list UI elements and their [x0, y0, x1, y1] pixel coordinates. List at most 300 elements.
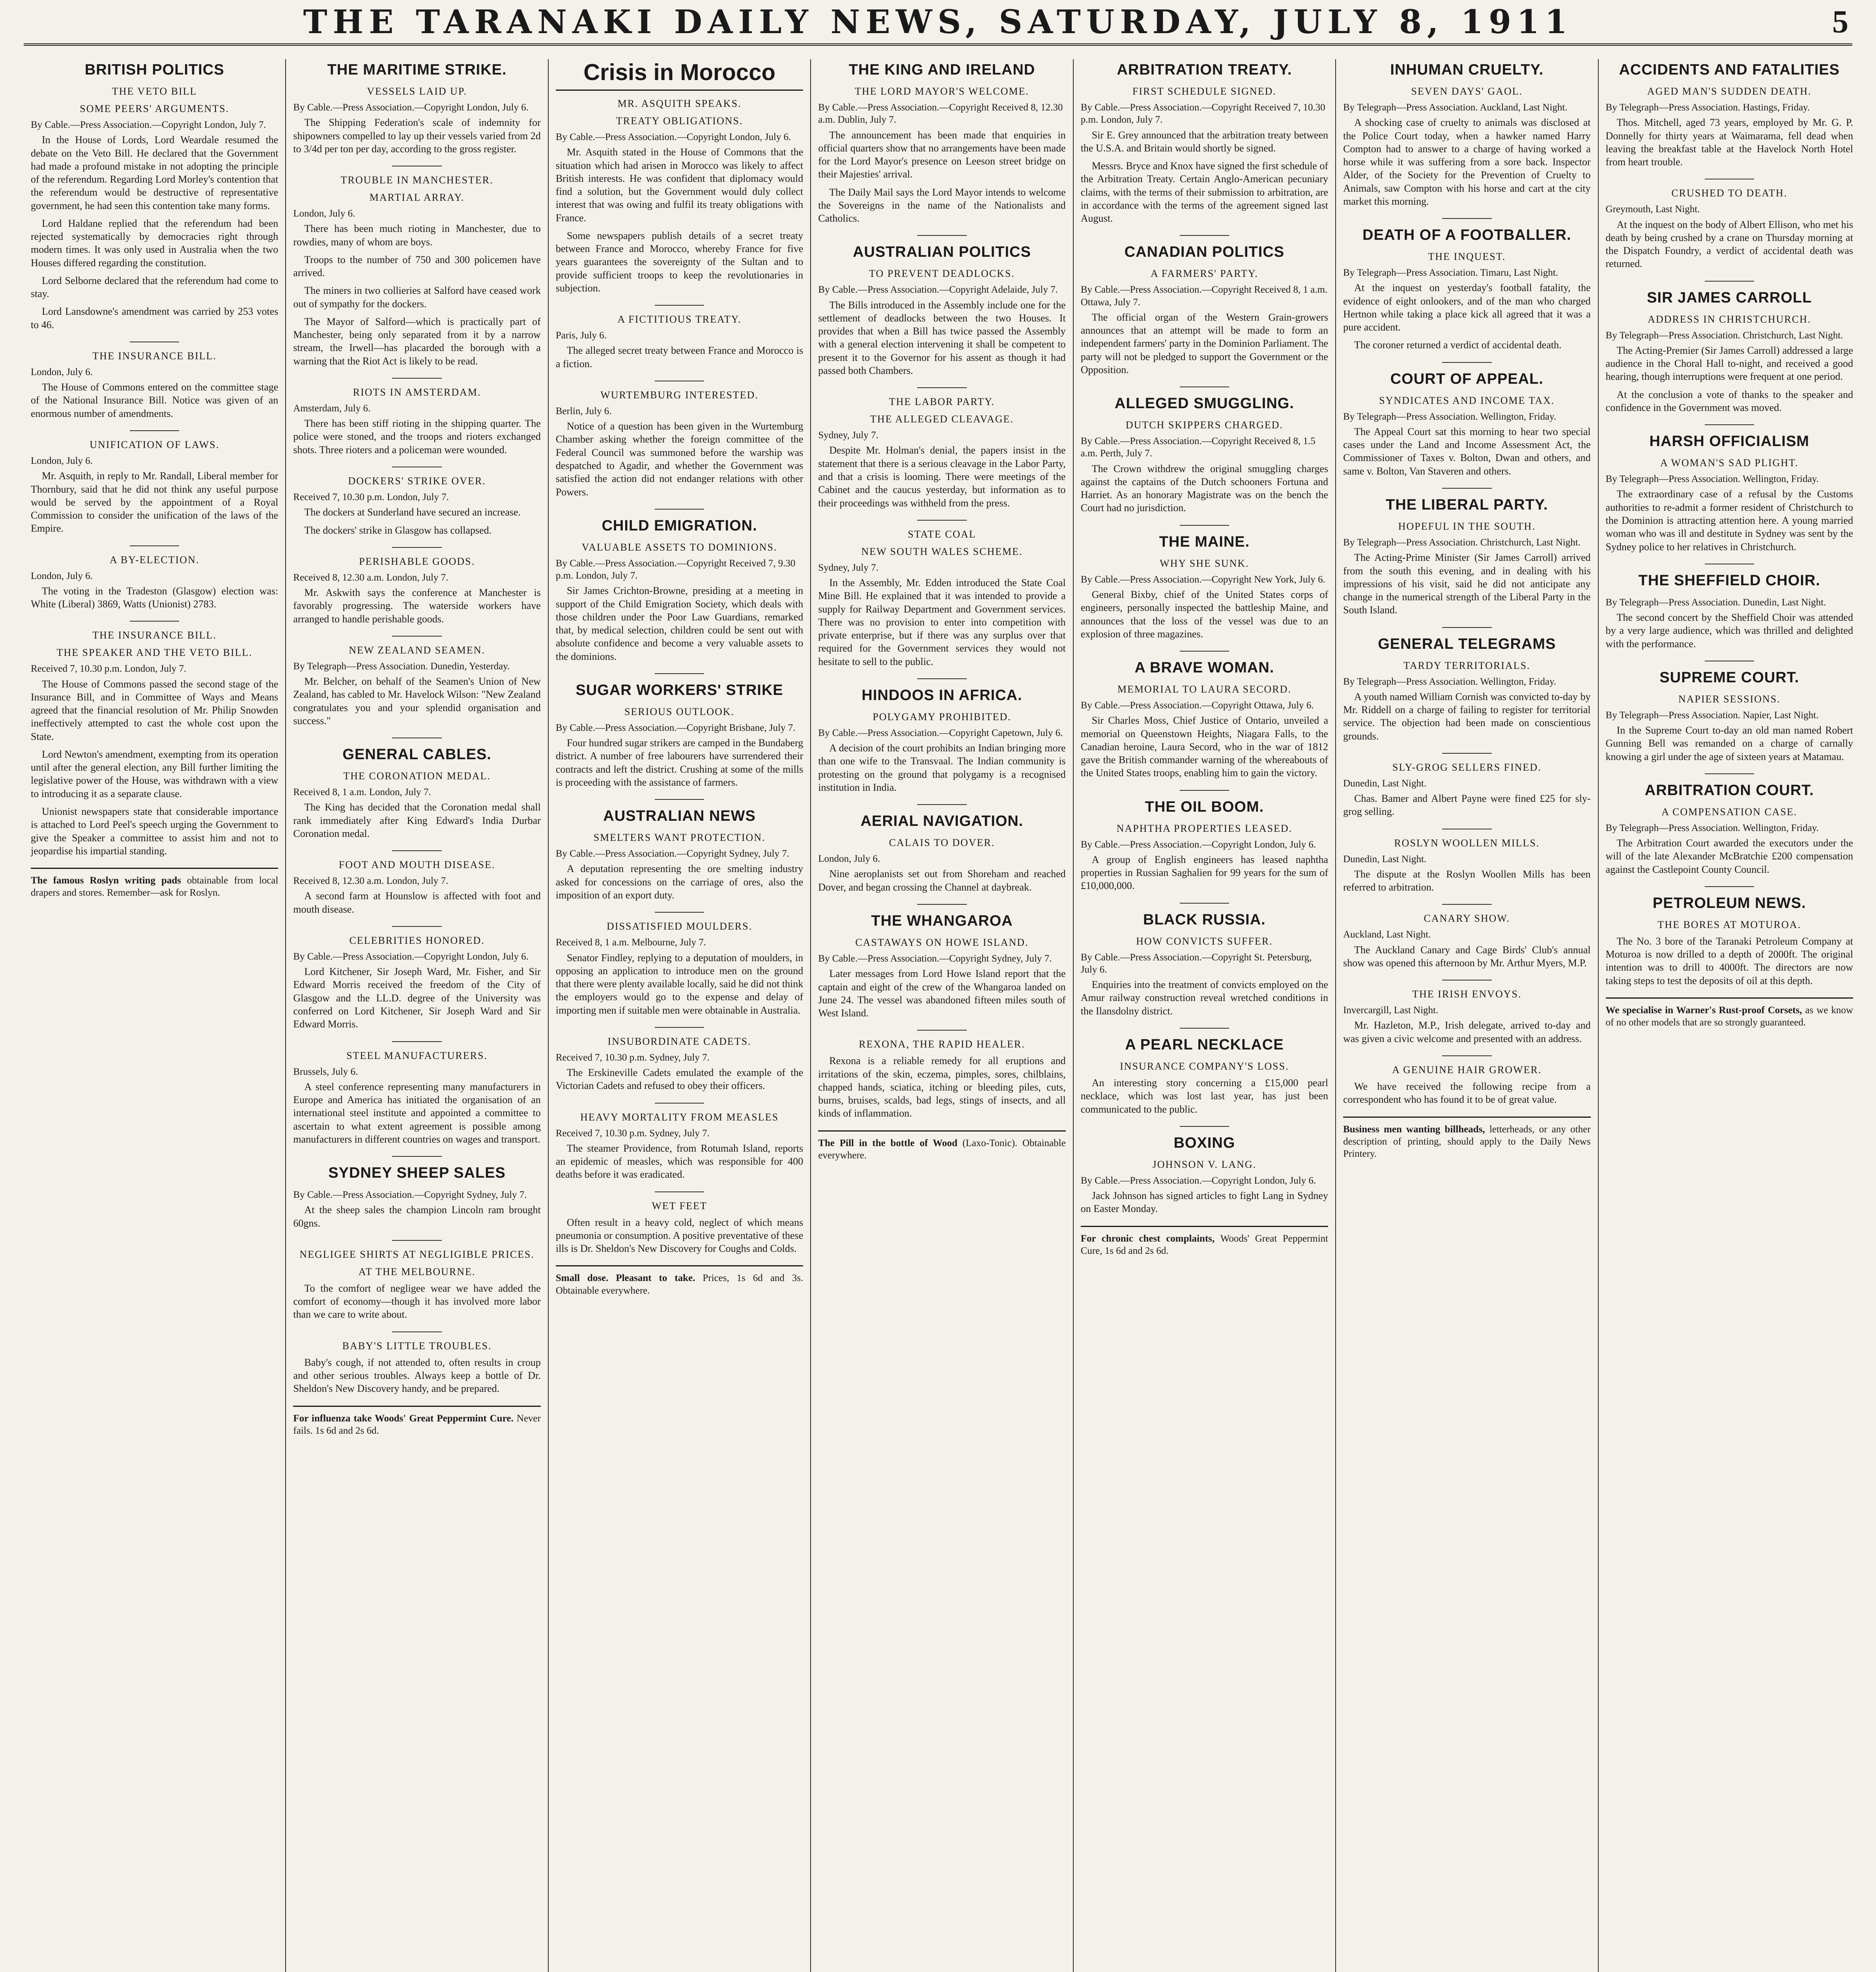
article — [293, 1165, 540, 1230]
article — [818, 396, 1065, 510]
newspaper-title: THE TARANAKI DAILY NEWS, SATURDAY, JULY 8, 1911 — [303, 3, 1573, 41]
article-headline: A PEARL NECKLACE — [1125, 1036, 1284, 1053]
advertisement — [1343, 1123, 1590, 1160]
article-subhead: A COMPENSATION CASE. — [1661, 806, 1798, 818]
article-subhead: THE CORONATION MEDAL. — [343, 770, 491, 782]
article — [818, 687, 1065, 794]
article-divider — [392, 850, 441, 851]
article-divider — [392, 1156, 441, 1157]
article-paragraph: Later messages from Lord Howe Island report that the captain and eight of the crew of the Whangaroa landed on June 24. The vessel was abandoned fifteen miles south of West Island. — [818, 968, 1066, 1019]
article-paragraph: There has been stiff rioting in the shipping quarter. The police were stoned, and the troops and rioters exchanged shots. Three rioters and a policeman were wounded. — [293, 418, 541, 456]
article-dateline: Received 8, 12.30 a.m. London, July 7. — [293, 876, 448, 887]
article-dateline: Invercargill, Last Night. — [1343, 1005, 1439, 1016]
article-dateline: Dunedin, Last Night. — [1343, 778, 1427, 789]
article-dateline: By Telegraph—Press Association. Timaru, Last Night. — [1343, 267, 1558, 278]
article-paragraph: Thos. Mitchell, aged 73 years, employed by Mr. G. P. Donnelly for thirty years at Waimarama, fell dead when leaving the breakfast table at the Havelock North Hotel from heart trouble. — [1605, 117, 1853, 168]
article-dateline: Received 7, 10.30 p.m. London, July 7. — [293, 492, 449, 502]
news-column — [285, 59, 547, 1972]
advert-divider — [556, 1265, 803, 1266]
article-subhead: SMELTERS WANT PROTECTION. — [593, 832, 766, 844]
article — [556, 921, 803, 1017]
article-paragraph: A decision of the court prohibits an Indian bringing more than one wife to the Transvaal. The Indian community is protesting on the ground that polygamy is a recognised institution in India. — [818, 742, 1066, 793]
article-divider — [917, 904, 966, 905]
article-subhead: JOHNSON V. LANG. — [1152, 1158, 1257, 1170]
article — [1343, 371, 1590, 478]
article — [556, 808, 803, 902]
article-paragraph: The Bills introduced in the Assembly include one for the settlement of deadlocks between the two Houses. It provides that when a Bill has twice passed the Assembly with a general election intervening it shall be competent to present it to the Governor for his assent as though it had passed both Chambers. — [818, 299, 1066, 376]
article-divider — [1705, 773, 1754, 774]
article — [556, 517, 803, 663]
article-subhead: AT THE MELBOURNE. — [358, 1266, 476, 1277]
article-paragraph: Baby's cough, if not attended to, often results in croup and other serious troubles. Always keep a bottle of Dr. Sheldon's New Discovery handy, and be prepared. — [293, 1356, 541, 1395]
article-subhead: NAPHTHA PROPERTIES LEASED. — [1116, 822, 1293, 834]
article-paragraph: At the inquest on the body of Albert Ellison, who met his death by being crushed by a crane on Thursday morning at the Dispatch Foundry, a verdict of accidental death was returned. — [1605, 218, 1853, 270]
article-subhead: ROSLYN WOOLLEN MILLS. — [1394, 837, 1540, 849]
article-paragraph: Often result in a heavy cold, neglect of which means pneumonia or consumption. A positive preventative of these ills is Dr. Sheldon's New Discovery for Coughs and Colds. — [555, 1216, 803, 1255]
article-dateline: London, July 6. — [31, 456, 93, 467]
article-paragraph: Troops to the number of 750 and 300 policemen have arrived. — [293, 254, 541, 279]
article — [556, 314, 803, 370]
article-dateline: Received 7, 10.30 p.m. Sydney, July 7. — [555, 1128, 710, 1139]
article-paragraph: The Acting-Prime Minister (Sir James Carroll) arrived from the south this evening, and in dealing with his impressions of his visit, said he did not anticipate any change in the numerical strength of the Liberal Party in the South Island. — [1343, 552, 1591, 616]
article — [1081, 799, 1328, 893]
article-paragraph: A deputation representing the ore smelting industry asked for concessions on the carriage of ores, also the imposition of an export duty. — [555, 863, 803, 901]
article-subhead: MEMORIAL TO LAURA SECORD. — [1117, 683, 1291, 695]
article-divider — [130, 430, 179, 431]
article — [31, 62, 278, 331]
article-paragraph: The coroner returned a verdict of accidental death. — [1354, 339, 1562, 351]
article-subhead: WURTEMBURG INTERESTED. — [600, 389, 759, 401]
article-divider — [1705, 281, 1754, 282]
article-divider — [392, 1331, 441, 1332]
article-paragraph: Mr. Asquith stated in the House of Commons that the situation which had arisen in Morocco was likely to affect British interests. He was confident that diplomacy would find a solution, but the Government would duly collect interest that was owing and fulfil its treaty obligations with France. — [555, 146, 803, 224]
advertisement — [1606, 1004, 1853, 1029]
article-headline: THE MARITIME STRIKE. — [327, 62, 507, 78]
article-paragraph: The Daily Mail says the Lord Mayor intends to welcome the Sovereigns in the name of the Nationalists and Catholics. — [818, 186, 1066, 224]
article-dateline: Received 8, 1 a.m. London, July 7. — [293, 787, 431, 798]
article-subhead: NEW ZEALAND SEAMEN. — [349, 644, 486, 656]
article-dateline: By Telegraph—Press Association. Dunedin, Last Night. — [1605, 597, 1826, 608]
article — [293, 1050, 540, 1146]
article-headline: AUSTRALIAN NEWS — [603, 808, 756, 825]
article-headline: COURT OF APPEAL. — [1390, 370, 1543, 387]
article-paragraph: A second farm at Hounslow is affected with foot and mouth disease. — [293, 890, 541, 915]
article-paragraph: In the Assembly, Mr. Edden introduced the State Coal Mine Bill. He explained that it was intended to provide a supply for Railway Department and Government services. There was no provision to enter into competition with private enterprise, but if there was any surplus over that required for the Government services they would not hesitate to sell to the public. — [818, 577, 1066, 667]
article-divider — [655, 305, 704, 306]
article-headline: THE OIL BOOM. — [1145, 798, 1264, 815]
article-divider — [1442, 1055, 1491, 1056]
article-subhead: RIOTS IN AMSTERDAM. — [353, 386, 481, 398]
article — [818, 528, 1065, 668]
article-subhead: TO PREVENT DEADLOCKS. — [869, 268, 1015, 280]
article-paragraph: The dockers' strike in Glasgow has collapsed. — [304, 524, 492, 536]
article-paragraph: The dispute at the Roslyn Woollen Mills has been referred to arbitration. — [1343, 868, 1591, 893]
advert-text: as we know of no other models that are so strongly guaranteed. — [1605, 1005, 1853, 1028]
article-paragraph: In the House of Lords, Lord Weardale resumed the debate on the Veto Bill. He declared that the Government had made a profound mistake in not adopting the principle of the referendum. Regarding Lord Morley's contention that the referendum would be destructive of representative government, he had seen this contention take many forms. — [31, 134, 278, 211]
article — [1606, 572, 1853, 650]
article-paragraph: The No. 3 bore of the Taranaki Petroleum Company at Moturoa is now drilled to a depth of 2000ft. The original intention was to drill to 4000ft. The directors are now taking steps to test the deposits of oil at this depth. — [1605, 935, 1853, 986]
article-subhead: A GENUINE HAIR GROWER. — [1392, 1064, 1542, 1076]
article-subhead: TREATY OBLIGATIONS. — [616, 115, 743, 127]
article — [293, 1249, 540, 1321]
article-dateline: By Cable.—Press Association.—Copyright Sydney, July 7. — [555, 848, 789, 859]
article-headline: THE MAINE. — [1159, 533, 1250, 550]
article-paragraph: Sir James Crichton-Browne, presiding at a meeting in support of the Child Emigration Society, which deals with those children under the Poor Law Guardians, remarked that, by medical selection, children could be sent out with absolute confidence and become a very valuable assets to the dominions. — [555, 585, 803, 662]
article-subhead: SYNDICATES AND INCOME TAX. — [1379, 394, 1555, 406]
article-headline: AUSTRALIAN POLITICS — [853, 244, 1031, 261]
article-subhead: AGED MAN'S SUDDEN DEATH. — [1647, 86, 1812, 97]
advert-divider — [31, 868, 278, 869]
article-paragraph: Lord Newton's amendment, exempting from its operation until after the general election, any Bill further limiting the legislative power of the House, was withdrawn with a view to introducing it as a separate clause. — [31, 748, 278, 799]
article-dateline: London, July 6. — [31, 570, 93, 581]
article — [293, 387, 540, 456]
advert-text: Never fails. 1s 6d and 2s 6d. — [293, 1413, 541, 1436]
article-headline: PETROLEUM NEWS. — [1652, 894, 1806, 911]
article-paragraph: An interesting story concerning a £15,000 pearl necklace, which was lost last year, has just been communicated to the public. — [1080, 1077, 1329, 1115]
article-subhead: THE INSURANCE BILL. — [92, 629, 217, 641]
article-divider — [1442, 904, 1491, 905]
article-subhead: ADDRESS IN CHRISTCHURCH. — [1648, 313, 1811, 325]
article-subhead: NEW SOUTH WALES SCHEME. — [861, 545, 1023, 557]
article-divider — [392, 547, 441, 548]
article-subhead: MARTIAL ARRAY. — [369, 192, 465, 204]
article-subhead: SOME PEERS' ARGUMENTS. — [80, 103, 230, 114]
article — [31, 439, 278, 535]
article-dateline: By Cable.—Press Association.—Copyright Sydney, July 7. — [818, 953, 1052, 964]
article-divider — [1180, 1126, 1229, 1127]
article-headline: ARBITRATION TREATY. — [1117, 62, 1292, 78]
article-dateline: Auckland, Last Night. — [1343, 929, 1431, 940]
article — [293, 62, 540, 155]
article — [818, 813, 1065, 894]
article-divider — [1442, 753, 1491, 754]
article-dateline: By Cable.—Press Association.—Copyright Received 8, 12.30 a.m. Dublin, July 7. — [818, 102, 1063, 125]
article-paragraph: General Bixby, chief of the United States corps of engineers, personally inspected the battleship Maine, and announces that the loss of the vessel was due to an explosion of three magazines. — [1080, 589, 1329, 640]
article — [31, 554, 278, 611]
article-dateline: Sydney, July 7. — [818, 562, 878, 573]
article-dateline: By Cable.—Press Association.—Copyright Received 7, 9.30 p.m. London, July 7. — [555, 558, 796, 581]
article-dateline: By Cable.—Press Association.—Copyright Received 8, 1.5 a.m. Perth, July 7. — [1080, 436, 1315, 459]
article — [31, 629, 278, 857]
article-headline: GENERAL TELEGRAMS — [1378, 635, 1556, 652]
article-subhead: UNIFICATION OF LAWS. — [90, 439, 220, 451]
article-dateline: Received 8, 1 a.m. Melbourne, July 7. — [555, 937, 706, 948]
article-subhead: THE ALLEGED CLEAVAGE. — [870, 413, 1014, 425]
article-paragraph: Lord Haldane replied that the referendum had been rejected systematically by democracies right through modern times. It was only used in Australia when the two Houses differed regarding the constitution. — [31, 217, 278, 269]
article — [1606, 187, 1853, 270]
article-paragraph: Lord Selborne declared that the referendum had come to stay. — [31, 275, 278, 300]
article-dateline: By Telegraph—Press Association. Wellington, Friday. — [1343, 411, 1556, 422]
article-divider — [917, 387, 966, 388]
article-dateline: Received 7, 10.30 p.m. London, July 7. — [31, 663, 187, 674]
news-column — [1335, 59, 1598, 1972]
article-paragraph: The Appeal Court sat this morning to hear two special cases under the Land and Income Assessment Act, the Commissioner of Taxes v. Bolton, Dwan and others, and same v. Bolton, Van Staveren and others. — [1343, 426, 1591, 477]
article-dateline: By Cable.—Press Association.—Copyright St. Petersburg, July 6. — [1080, 952, 1312, 975]
article — [293, 475, 540, 537]
article — [1081, 659, 1328, 780]
article-headline: CHILD EMIGRATION. — [602, 517, 757, 534]
advert-text: letterheads, or any other description of printing, should apply to the Daily News Printery. — [1343, 1124, 1591, 1160]
article-paragraph: A shocking case of cruelty to animals was disclosed at the Police Court today, when a hawker named Harry Compton had to answer to a charge of having worked a horse while it was suffering from a sore back. Inspector Alder, of the Society for the Prevention of Cruelty to Animals, saw Compton with his horse and cart at the city market this morning. — [1343, 117, 1591, 207]
article-subhead: THE VETO BILL — [112, 86, 197, 97]
article-dateline: Paris, July 6. — [555, 330, 607, 341]
article-dateline: London, July 6. — [31, 366, 93, 377]
article-dateline: By Telegraph—Press Association. Auckland, Last Night. — [1343, 102, 1568, 113]
article-headline: ALLEGED SMUGGLING. — [1114, 395, 1294, 412]
article-subhead: THE INSURANCE BILL. — [92, 350, 217, 362]
article-subhead: REXONA, THE RAPID HEALER. — [859, 1038, 1025, 1050]
article-headline: HARSH OFFICIALISM — [1649, 433, 1809, 450]
article-paragraph: Sir Charles Moss, Chief Justice of Ontario, unveiled a memorial on Queenstown Heights, Niagara Falls, to the Canadian heroine, Laura Secord, who in the war of 1812 gave the British commander warning of the whereabouts of the United States troops, enabling him to gain the victory. — [1080, 715, 1329, 779]
article-dateline: By Telegraph—Press Association. Wellington, Friday. — [1605, 822, 1819, 833]
article-paragraph: The House of Commons entered on the committee stage of the National Insurance Bill. Notice was given of an enormous number of amendments. — [31, 381, 278, 419]
article-divider — [655, 799, 704, 800]
article — [1606, 62, 1853, 168]
article-dateline: By Cable.—Press Association.—Copyright London, July 6. — [1080, 1175, 1316, 1186]
advertisement — [818, 1137, 1065, 1162]
article-dateline: By Cable.—Press Association.—Copyright London, July 6. — [555, 132, 791, 142]
article-divider — [1705, 424, 1754, 425]
article-subhead: VESSELS LAID UP. — [367, 86, 467, 97]
advertisement — [556, 1272, 803, 1297]
article-subhead: TROUBLE IN MANCHESTER. — [340, 174, 493, 186]
article-subhead: MR. ASQUITH SPEAKS. — [617, 98, 742, 109]
article-subhead: CALAIS TO DOVER. — [889, 837, 995, 849]
article-paragraph: To the comfort of negligee wear we have added the comfort of economy—though it has involved more labor than we care to write about. — [293, 1282, 541, 1320]
article-dateline: By Cable.—Press Association.—Copyright London, July 6. — [293, 102, 529, 113]
article-subhead: PERISHABLE GOODS. — [359, 555, 475, 567]
article-paragraph: The King has decided that the Coronation medal shall rank immediately after King Edward's India Durbar Coronation medal. — [293, 801, 541, 839]
article-divider — [1180, 525, 1229, 526]
advert-divider — [818, 1130, 1065, 1132]
article-divider — [917, 1030, 966, 1031]
article — [293, 859, 540, 916]
article-paragraph: Chas. Bamer and Albert Payne were fined £25 for sly-grog selling. — [1343, 793, 1591, 818]
article-subhead: CASTAWAYS ON HOWE ISLAND. — [855, 936, 1029, 948]
article-paragraph: The steamer Providence, from Rotumah Island, reports an epidemic of measles, which was responsible for 400 deaths before it was eradicated. — [555, 1142, 803, 1180]
article-divider — [392, 1240, 441, 1241]
article-divider — [655, 673, 704, 674]
article-divider — [1180, 903, 1229, 904]
news-column — [810, 59, 1073, 1972]
article-headline: BRITISH POLITICS — [84, 62, 224, 78]
article — [1343, 762, 1590, 818]
article — [1081, 62, 1328, 225]
article — [293, 174, 540, 368]
article-subhead: HOPEFUL IN THE SOUTH. — [1398, 521, 1536, 532]
advert-divider — [1081, 1226, 1328, 1227]
news-column — [24, 59, 285, 1972]
article-dateline: By Cable.—Press Association.—Copyright Ottawa, July 6. — [1080, 700, 1314, 711]
article-divider — [655, 1027, 704, 1028]
advert-lead: Business men wanting billheads, — [1343, 1124, 1489, 1135]
article-subhead: CANARY SHOW. — [1424, 913, 1510, 924]
article-dateline: Brussels, July 6. — [293, 1066, 358, 1077]
article-paragraph: Some newspapers publish details of a secret treaty between France and Morocco, whereby France for five years guarantees the sovereignty of the Sultan and to provide sufficient troops to keep the revolutionaries in subjection. — [555, 230, 803, 294]
article-paragraph: Senator Findley, replying to a deputation of moulders, in opposing an application to introduce men on the ground that there were plenty available locally, said he did not think the employers would go to the expense and delay of importing men if suitable men were obtainable in Australia. — [555, 952, 803, 1016]
article-subhead: SLY-GROG SELLERS FINED. — [1392, 761, 1542, 773]
article-paragraph: Despite Mr. Holman's denial, the papers insist in the statement that there is a serious cleavage in the Labor Party, and that a crisis is looming. There were meetings of the Cabinet and the caucus yesterday, but information as to their proceedings was withheld from the press. — [818, 444, 1066, 509]
article — [293, 935, 540, 1031]
advert-lead: We specialise in Warner's Rust-proof Corsets, — [1605, 1005, 1805, 1016]
article-divider — [917, 678, 966, 679]
article — [1606, 895, 1853, 987]
article-paragraph: The Acting-Premier (Sir James Carroll) addressed a large audience in the Choral Hall to-night, and received a good hearing, though interruptions were frequent at one period. — [1605, 344, 1853, 383]
article-paragraph: Messrs. Bryce and Knox have signed the first schedule of the Arbitration Treaty. Certain Anglo-American pecuniary claims, with the terms of their submission to arbitration, are in accordance with the terms of the agreement signed last August. — [1080, 160, 1329, 224]
article-paragraph: Lord Lansdowne's amendment was carried by 253 votes to 46. — [31, 306, 278, 331]
article-headline: A BRAVE WOMAN. — [1134, 659, 1274, 676]
article-headline: THE SHEFFIELD CHOIR. — [1638, 572, 1820, 589]
advertisement — [293, 1412, 540, 1437]
article-headline: CANADIAN POLITICS — [1124, 244, 1285, 261]
article — [293, 556, 540, 626]
article-divider — [1442, 488, 1491, 489]
article-paragraph: The alleged secret treaty between France and Morocco is a fiction. — [555, 345, 803, 370]
article-paragraph: The Mayor of Salford—which is practically part of Manchester, being only separated from it by a narrow stream, the Irwell—has placarded the borough with a warning that the Riot Act is likely to be read. — [293, 316, 541, 367]
article-subhead: VALUABLE ASSETS TO DOMINIONS. — [581, 541, 777, 553]
article — [556, 1200, 803, 1255]
article-dateline: Berlin, July 6. — [555, 405, 612, 416]
article-divider — [917, 520, 966, 521]
advert-divider — [1606, 997, 1853, 999]
article-subhead: INSUBORDINATE CADETS. — [607, 1035, 751, 1047]
article — [556, 389, 803, 499]
article — [1606, 433, 1853, 553]
article-paragraph: The second concert by the Sheffield Choir was attended by a very large audience, which was thrilled and delighted with the performance. — [1605, 612, 1853, 650]
article-paragraph: At the inquest on yesterday's football fatality, the evidence of eight onlookers, and of the man who charged Hertnon while taking a place kick all agreed that it was a pure accident. — [1343, 282, 1591, 333]
article-subhead: SERIOUS OUTLOOK. — [624, 706, 735, 717]
news-columns — [24, 59, 1860, 1972]
article-subhead: BABY'S LITTLE TROUBLES. — [342, 1340, 492, 1352]
article — [1081, 1036, 1328, 1116]
article — [1343, 988, 1590, 1045]
article-headline: BOXING — [1173, 1134, 1235, 1151]
article-paragraph: The House of Commons passed the second stage of the Insurance Bill, and in Committee of Ways and Means agreed that the financial resolution of Mr. Philip Snowden ineffectively attempted to cast the whole cost upon the State. — [31, 678, 278, 742]
article — [556, 1111, 803, 1181]
article-paragraph: The Arbitration Court awarded the executors under the will of the late Alexander McBratchie £200 compensation against the Castlepoint County Council. — [1605, 837, 1853, 875]
article-dateline: Amsterdam, July 6. — [293, 403, 371, 414]
article-dateline: By Cable.—Press Association.—Copyright Adelaide, July 7. — [818, 284, 1058, 295]
article-dateline: Sydney, July 7. — [818, 430, 878, 441]
article — [1606, 289, 1853, 415]
advert-text: (Laxo-Tonic). Obtainable everywhere. — [818, 1137, 1066, 1161]
article-divider — [1705, 886, 1754, 887]
article-subhead: WET FEET — [652, 1200, 707, 1212]
article-paragraph: The voting in the Tradeston (Glasgow) election was: White (Liberal) 3869, Watts (Unionist) 2783. — [31, 585, 278, 610]
article-headline: SUGAR WORKERS' STRIKE — [576, 682, 783, 698]
article — [556, 1036, 803, 1092]
article — [1343, 837, 1590, 894]
article-subhead: INSURANCE COMPANY'S LOSS. — [1120, 1060, 1289, 1072]
article-subhead: THE IRISH ENVOYS. — [1412, 988, 1522, 1000]
article-subhead: FOOT AND MOUTH DISEASE. — [338, 859, 495, 871]
article-dateline: By Telegraph—Press Association. Napier, Last Night. — [1605, 710, 1819, 721]
article-subhead: A FARMERS' PARTY. — [1150, 268, 1258, 280]
article-divider — [655, 912, 704, 913]
article-subhead: HOW CONVICTS SUFFER. — [1136, 935, 1273, 947]
article-paragraph: Lord Kitchener, Sir Joseph Ward, Mr. Fisher, and Sir Edward Morris received the freedom of the City of Glasgow and the LL.D. degree of the University was conferred on Lord Kitchener, Sir Joseph Ward and Sir Edward Morris. — [293, 966, 541, 1030]
article-dateline: By Cable.—Press Association.—Copyright Received 7, 10.30 p.m. London, July 7. — [1080, 102, 1325, 125]
article — [1081, 244, 1328, 376]
article-subhead: THE LABOR PARTY. — [889, 396, 995, 408]
article-dateline: By Telegraph—Press Association. Christchurch, Last Night. — [1605, 330, 1843, 341]
article-paragraph: At the conclusion a vote of thanks to the speaker and confidence in the Government was moved. — [1605, 388, 1853, 413]
article — [1081, 1135, 1328, 1216]
article-subhead: NEGLIGEE SHIRTS AT NEGLIGIBLE PRICES. — [299, 1248, 534, 1260]
article-divider — [917, 235, 966, 236]
article-subhead: STATE COAL — [908, 528, 976, 540]
article-headline: Crisis in Morocco — [556, 59, 803, 91]
article — [818, 913, 1065, 1020]
article-dateline: By Telegraph—Press Association. Christchurch, Last Night. — [1343, 537, 1581, 548]
article-subhead: A WOMAN'S SAD PLIGHT. — [1660, 457, 1799, 469]
news-column — [1073, 59, 1335, 1972]
article-subhead: CRUSHED TO DEATH. — [1671, 187, 1788, 199]
article-paragraph: Four hundred sugar strikers are camped in the Bundaberg district. A number of free labourers have surrendered their contracts and left the district. Crushing at some of the mills is proceeding with the assistance of farmers. — [555, 737, 803, 788]
article-dateline: By Cable.—Press Association.—Copyright London, July 6. — [293, 951, 529, 962]
article-paragraph: Mr. Asquith, in reply to Mr. Randall, Liberal member for Thornbury, said that he did not think any useful purpose would be served by the appointment of a Royal Commission to consider the unification of the laws of the Empire. — [31, 470, 278, 534]
article-paragraph: The Crown withdrew the original smuggling charges against the captains of the Dutch schooners Fortuna and Harriet. As an honorary Magistrate was on the bench the Court had no jurisdiction. — [1080, 463, 1329, 514]
article-dateline: By Telegraph—Press Association. Hastings, Friday. — [1605, 102, 1810, 113]
article-dateline: By Telegraph—Press Association. Wellington, Friday. — [1343, 676, 1556, 687]
article — [293, 1340, 540, 1395]
article-divider — [917, 804, 966, 805]
news-column — [548, 59, 810, 1972]
article-divider — [1442, 627, 1491, 628]
article-paragraph: In the Supreme Court to-day an old man named Robert Gunning Bell was remanded on a charge of carnally knowing a girl under the age of sixteen years at Matamau. — [1605, 725, 1853, 762]
article-paragraph: The Erskineville Cadets emulated the example of the Victorian Cadets and refused to obey their officers. — [555, 1067, 803, 1092]
article-headline: DEATH OF A FOOTBALLER. — [1362, 227, 1571, 244]
article — [556, 59, 803, 295]
article-dateline: Dunedin, Last Night. — [1343, 853, 1427, 865]
article-dateline: Greymouth, Last Night. — [1605, 204, 1700, 215]
advert-text: Woods' Great Peppermint Cure, 1s 6d and 2s 6d. — [1080, 1233, 1329, 1256]
article-subhead: THE SPEAKER AND THE VETO BILL. — [56, 647, 252, 659]
article-paragraph: Rexona is a reliable remedy for all eruptions and irritations of the skin, eczema, pimples, sores, chilblains, chapped hands, sciatica, itching or bleeding piles, cuts, burns, bruises, scalds, bad legs, stings of insects, and all kinds of inflammation. — [818, 1055, 1066, 1119]
advert-text: Prices, 1s 6d and 3s. Obtainable everywhere. — [555, 1273, 803, 1296]
article-dateline: By Cable.—Press Association.—Copyright London, July 7. — [31, 120, 266, 130]
article-subhead: SEVEN DAYS' GAOL. — [1411, 86, 1523, 97]
article-paragraph: Sir E. Grey announced that the arbitration treaty between the U.S.A. and Britain would shortly be signed. — [1080, 129, 1329, 154]
article-subhead: DUTCH SKIPPERS CHARGED. — [1125, 419, 1284, 431]
article-dateline: Received 7, 10.30 p.m. Sydney, July 7. — [555, 1052, 710, 1063]
article-dateline: By Cable.—Press Association.—Copyright Sydney, July 7. — [293, 1190, 527, 1201]
article-subhead: NAPIER SESSIONS. — [1678, 693, 1781, 705]
article — [1606, 669, 1853, 763]
article-divider — [655, 509, 704, 510]
article-divider — [392, 636, 441, 637]
article-headline: THE WHANGAROA — [871, 912, 1013, 929]
article — [1081, 395, 1328, 515]
advert-divider — [1343, 1117, 1590, 1118]
article-divider — [1442, 218, 1491, 219]
article-dateline: By Telegraph—Press Association. Dunedin, Yesterday. — [293, 661, 510, 672]
article — [556, 682, 803, 789]
article-subhead: STEEL MANUFACTURERS. — [346, 1049, 488, 1061]
article-paragraph: Enquiries into the treatment of convicts employed on the Amur railway construction reveal wretched conditions in the Ilansdolny district. — [1080, 979, 1329, 1017]
article-paragraph: Jack Johnson has signed articles to fight Lang in Sydney on Easter Monday. — [1080, 1190, 1329, 1215]
article-subhead: THE INQUEST. — [1428, 251, 1506, 263]
article-dateline: London, July 6. — [293, 208, 355, 219]
article-dateline: Received 8, 12.30 a.m. London, July 7. — [293, 572, 448, 583]
article-divider — [1180, 790, 1229, 791]
article-paragraph: At the sheep sales the champion Lincoln ram brought 60gns. — [293, 1204, 541, 1229]
article-paragraph: The Auckland Canary and Cage Birds' Club's annual show was opened this afternoon by Mr. Arthur Myers, M.P. — [1343, 944, 1591, 969]
article — [1606, 782, 1853, 876]
article-subhead: FIRST SCHEDULE SIGNED. — [1132, 86, 1276, 97]
advert-lead: For influenza take Woods' Great Peppermint Cure. — [293, 1413, 517, 1424]
article-divider — [392, 1041, 441, 1042]
